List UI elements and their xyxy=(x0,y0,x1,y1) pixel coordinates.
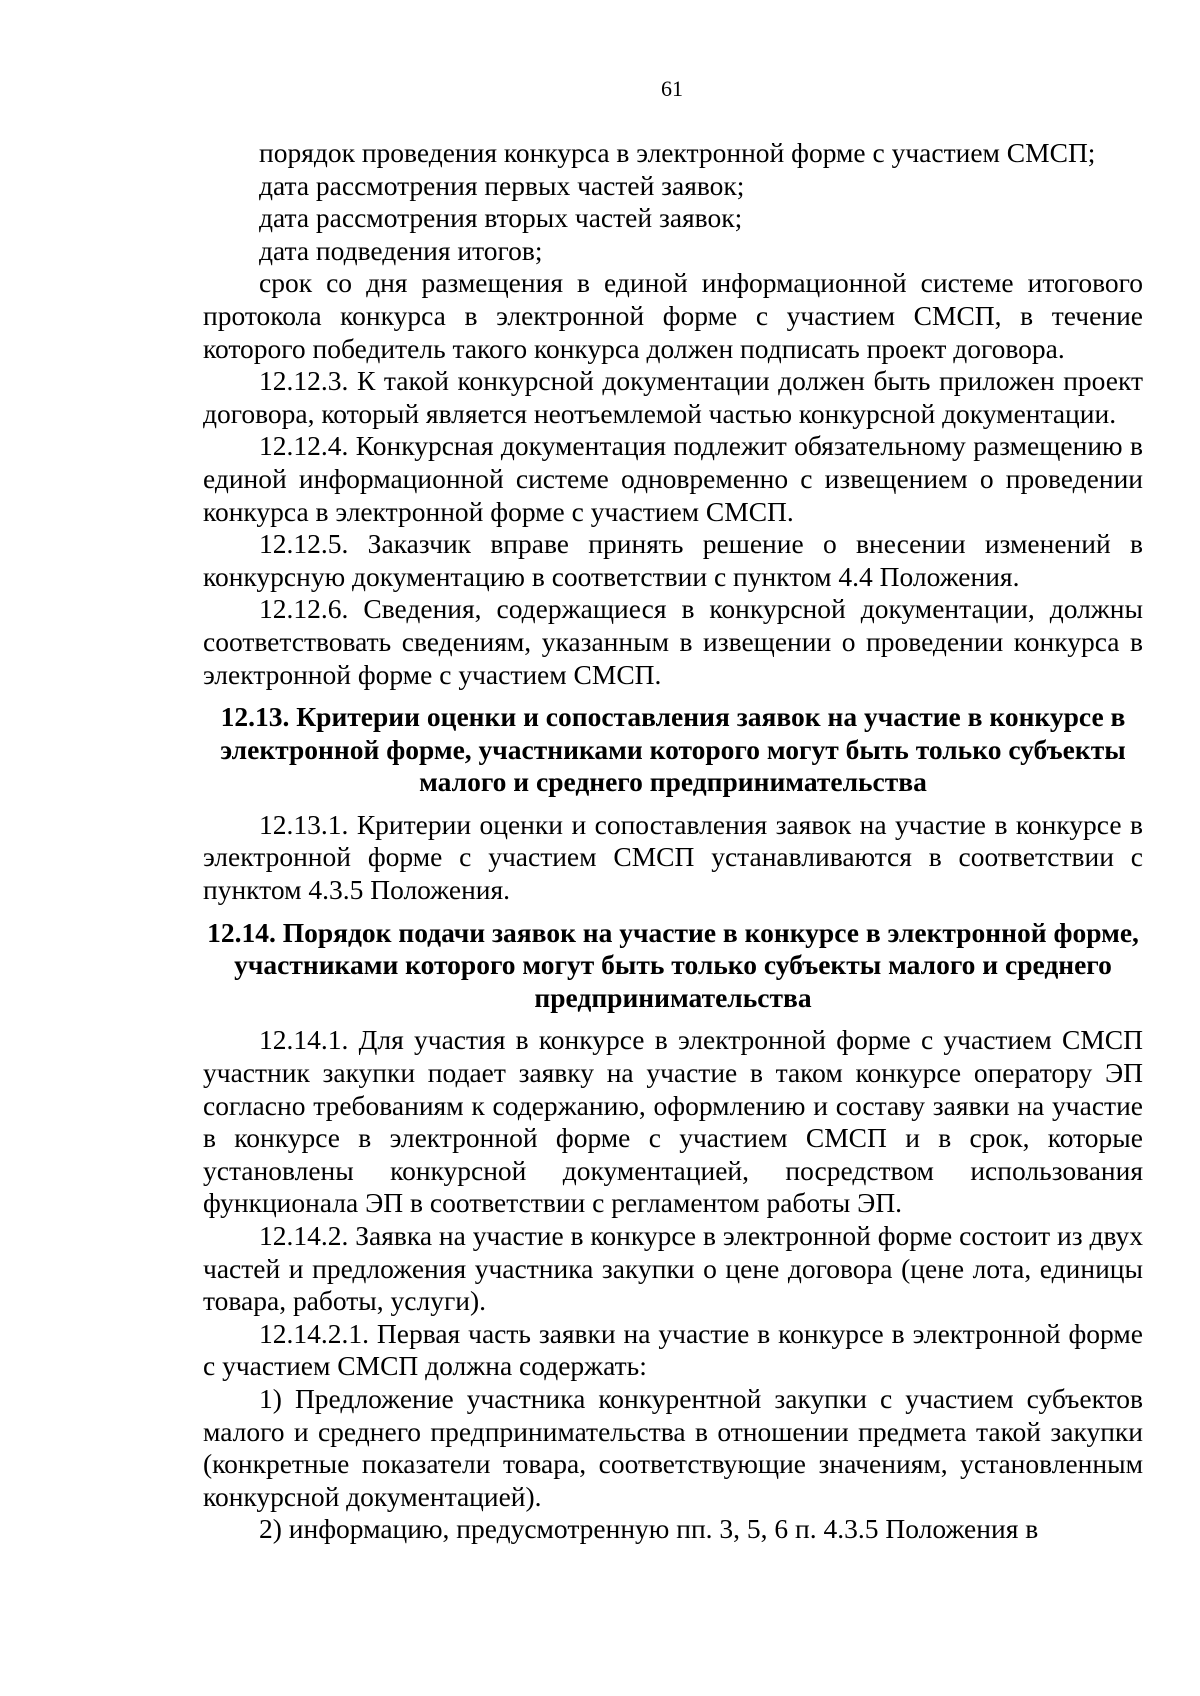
heading-12-14: 12.14. Порядок подачи заявок на участие в конкурсе в электронной форме, участниками которого могут быть только субъекты малого и среднего предпринимательства xyxy=(207,916,1139,1013)
para-12-14-2-1: 12.14.2.1. Первая часть заявки на участие в конкурсе в электронной форме с участием СМСП должна содержать: xyxy=(203,1317,1143,1382)
para-date-first-parts: дата рассмотрения первых частей заявок; xyxy=(259,169,745,201)
para-item-1: 1) Предложение участника конкурентной закупки с участием субъектов малого и среднего предпринимательства в отношении предмета такой закупки (конкретные показатели товара, соответствующие значениям, установленным конкурсной документацией). xyxy=(203,1382,1143,1512)
page-content xyxy=(203,137,1143,1546)
para-item-2: 2) информацию, предусмотренную пп. 3, 5, 6 п. 4.3.5 Положения в xyxy=(259,1513,1039,1545)
para-12-12-4: 12.12.4. Конкурсная документация подлежит обязательному размещению в единой информационной системе одновременно с извещением о проведении конкурса в электронной форме с участием СМСП. xyxy=(203,430,1143,527)
para-12-14-2: 12.14.2. Заявка на участие в конкурсе в электронной форме состоит из двух частей и предложения участника закупки о цене договора (цене лота, единицы товара, работы, услуги). xyxy=(203,1220,1143,1317)
para-12-12-6: 12.12.6. Сведения, содержащиеся в конкурсной документации, должны соответствовать сведениям, указанным в извещении о проведении конкурса в электронной форме с участием СМСП. xyxy=(203,593,1143,690)
para-12-12-5: 12.12.5. Заказчик вправе принять решение о внесении изменений в конкурсную документацию в соответствии с пунктом 4.4 Положения. xyxy=(203,528,1143,592)
para-signing-term: срок со дня размещения в единой информационной системе итогового протокола конкурса в электронной форме с участием СМСП, в течение которого победитель такого конкурса должен подписать проект договора. xyxy=(203,267,1143,364)
heading-12-13: 12.13. Критерии оценки и сопоставления заявок на участие в конкурсе в электронной форме, участниками которого могут быть только субъекты малого и среднего предпринимательства xyxy=(220,701,1126,798)
page-number: 61 xyxy=(661,76,683,101)
para-12-14-1: 12.14.1. Для участия в конкурсе в электронной форме с участием СМСП участник закупки подает заявку на участие в таком конкурсе оператору ЭП согласно требованиям к содержанию, оформлению и составу заявки на участие в конкурсе в электронной форме с участием СМСП и в срок, которые установлены конкурсной документацией, посредством использования функционала ЭП в соответствии с регламентом работы ЭП. xyxy=(203,1024,1143,1219)
para-procedure-smsp: порядок проведения конкурса в электронной форме с участием СМСП; xyxy=(259,137,1096,168)
para-12-13-1: 12.13.1. Критерии оценки и сопоставления заявок на участие в конкурсе в электронной форме с участием СМСП устанавливаются в соответствии с пунктом 4.3.5 Положения. xyxy=(203,808,1143,906)
para-12-12-3: 12.12.3. К такой конкурсной документации должен быть приложен проект договора, который является неотъемлемой частью конкурсной документации. xyxy=(203,365,1143,429)
para-date-second-parts: дата рассмотрения вторых частей заявок; xyxy=(259,202,743,234)
para-date-results: дата подведения итогов; xyxy=(259,234,543,266)
